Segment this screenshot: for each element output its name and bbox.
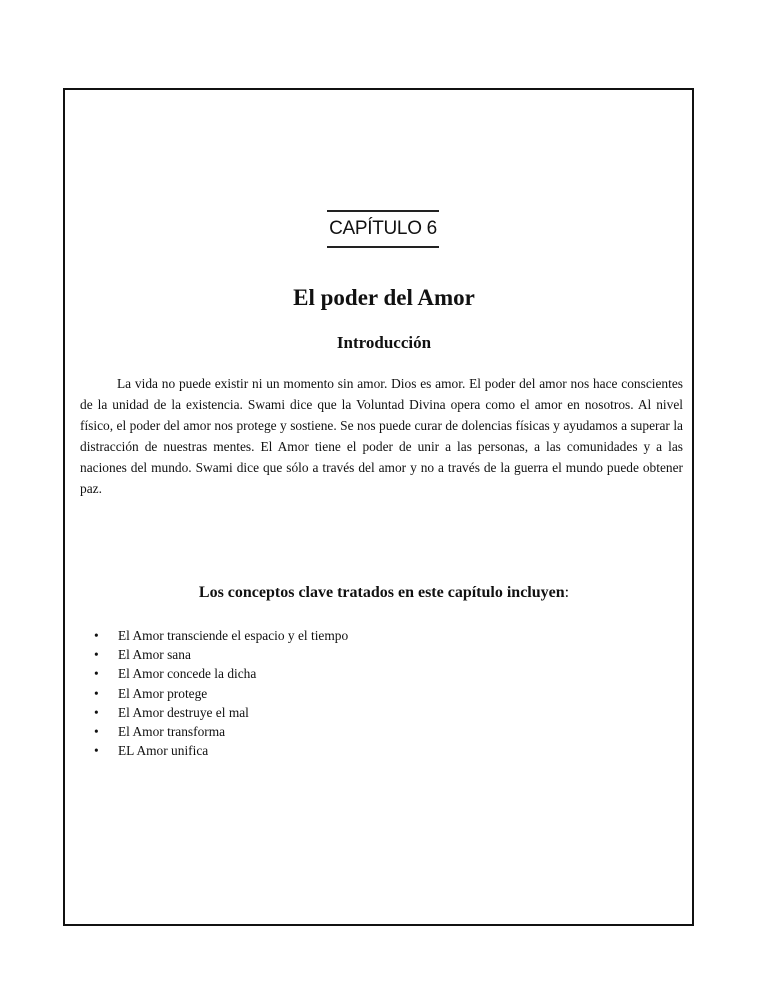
list-item	[94, 626, 348, 645]
bullet-icon: •	[94, 647, 99, 663]
concepts-heading	[0, 584, 768, 602]
bullet-icon: •	[94, 704, 99, 720]
list-item-text: EL Amor unifica	[118, 743, 209, 759]
concepts-list	[94, 626, 348, 760]
list-item	[94, 645, 348, 664]
intro-heading: Introducción	[336, 333, 432, 352]
list-item-text: El Amor sana	[118, 647, 191, 663]
list-item-text: El Amor transforma	[118, 724, 226, 740]
bullet-icon: •	[94, 724, 99, 740]
bullet-icon: •	[94, 685, 99, 701]
list-item	[94, 664, 348, 683]
list-item-text: El Amor protege	[118, 685, 208, 701]
bullet-icon: •	[94, 743, 99, 759]
chapter-label: CAPÍTULO 6	[327, 210, 439, 248]
intro-paragraph: La vida no puede existir ni un momento sin amor. Dios es amor. El poder del amor nos hace conscientes de la unidad de la existencia. Swami dice que la Voluntad Divina opera como el amor en nosotros. Al nivel físico, el poder del amor nos protege y sostiene. Se nos puede curar de dolencias físicas y ayudamos a superar la distracción de nuestras mentes. El Amor tiene el poder de unir a las personas, a las comunidades y a las naciones del mundo. Swami dice que sólo a través del amor y no a través de la guerra el mundo puede obtener paz.	[80, 376, 683, 496]
concepts-heading-text: Los conceptos clave tratados en este capítulo incluyen	[198, 584, 565, 601]
list-item	[94, 741, 348, 760]
list-item	[94, 722, 348, 741]
chapter-title: El poder del Amor	[293, 285, 475, 310]
concepts-heading-colon: :	[564, 584, 570, 601]
bullet-icon: •	[94, 628, 99, 643]
bullet-icon: •	[94, 666, 99, 682]
list-item	[94, 684, 348, 703]
list-item-text: El Amor concede la dicha	[118, 666, 257, 682]
list-item-text: El Amor transciende el espacio y el tiempo	[118, 628, 349, 643]
list-item	[94, 703, 348, 722]
list-item-text: El Amor destruye el mal	[118, 704, 249, 720]
